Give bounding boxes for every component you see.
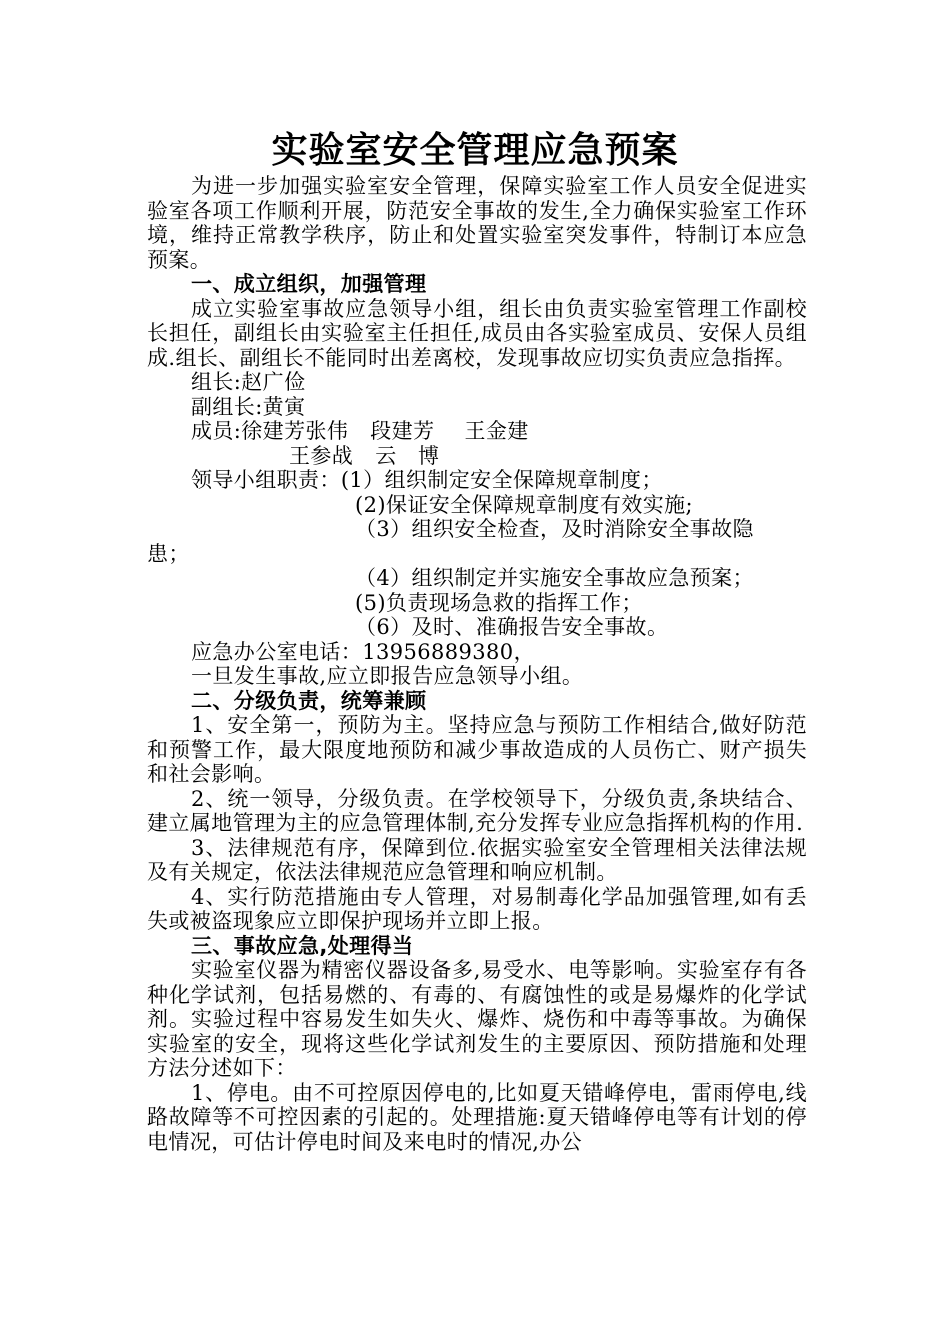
- section-1-paragraph: 成立实验室事故应急领导小组，组长由负责实验室管理工作副校长担任，副组长由实验室主任担任,成员由各实验室成员、安保人员组成.组长、副组长不能同时出差离校，发现事故应切实负责应急指挥。: [147, 296, 807, 370]
- member-name: 云 博: [375, 443, 440, 468]
- document-title: 实验室安全管理应急预案: [271, 130, 679, 171]
- duty-item: （4）组织制定并实施安全事故应急预案；: [355, 566, 754, 590]
- duty-item: (5)负责现场急救的指挥工作；: [355, 590, 643, 615]
- members-row-1: [147, 419, 807, 444]
- section-2-item: 3、法律规范有序，保障到位.依据实验室安全管理相关法律法规及有关规定，依法法律规范应急管理和响应机制。: [147, 835, 807, 884]
- section-3-heading: 三、事故应急,处理得当: [191, 933, 414, 958]
- section-1-heading: 一、成立组织，加强管理: [191, 272, 427, 296]
- member-name: 段建芳: [370, 419, 435, 443]
- emergency-phone: 应急办公室电话：13956889380，: [191, 639, 535, 664]
- duty-item: (2)保证安全保障规章制度有效实施;: [355, 492, 694, 517]
- deputy-leader: 副组长:黄寅: [191, 394, 306, 419]
- members-label: 成员:徐建芳张伟: [191, 419, 349, 443]
- duties-label: 领导小组职责：: [191, 468, 341, 492]
- duty-item: （3）组织安全检查，及时消除安全事故隐: [355, 517, 754, 541]
- section-2-item: 1、安全第一，预防为主。坚持应急与预防工作相结合,做好防范和预警工作，最大限度地预防和减少事故造成的人员伤亡、财产损失和社会影响。: [147, 713, 807, 786]
- duties-row-1: [147, 468, 807, 493]
- duty-item: (1）组织制定安全保障规章制度；: [340, 468, 663, 492]
- duty-item: （6）及时、准确报告安全事故。: [355, 615, 669, 639]
- group-leader: 组长:赵广俭: [191, 370, 306, 394]
- section-2-item: 4、实行防范措施由专人管理，对易制毒化学品加强管理,如有丢失或被盗现象应立即保护现场并立即上报。: [147, 884, 807, 933]
- section-3-item: 1、停电。由不可控原因停电的,比如夏天错峰停电，雷雨停电,线路故障等不可控因素的引起的。处理措施:夏天错峰停电等有计划的停电情况，可估计停电时间及来电时的情况,办公: [147, 1080, 807, 1154]
- member-name: 王金建: [464, 419, 529, 443]
- report-instruction: 一旦发生事故,应立即报告应急领导小组。: [191, 664, 584, 688]
- section-3-paragraph: 实验室仪器为精密仪器设备多,易受水、电等影响。实验室存有各种化学试剂，包括易燃的、有毒的、有腐蚀性的或是易爆炸的化学试剂。实验过程中容易发生如失火、爆炸、烧伤和中毒等事故。为确保实验室的安全，现将这些化学试剂发生的主要原因、预防措施和处理方法分述如下：: [147, 958, 807, 1080]
- member-name: 王参战: [289, 443, 354, 468]
- intro-paragraph: 为进一步加强实验室安全管理，保障实验室工作人员安全促进实验室各项工作顺利开展，防范安全事故的发生,全力确保实验室工作环境，维持正常教学秩序，防止和处置实验室突发事件，特制订本应急预案。: [147, 174, 807, 272]
- section-2-heading: 二、分级负责，统筹兼顾: [191, 688, 427, 713]
- section-2-item: 2、统一领导，分级负责。在学校领导下，分级负责,条块结合、建立属地管理为主的应急管理体制,充分发挥专业应急指挥机构的作用.: [147, 786, 807, 835]
- duty-item-continued: 患；: [147, 541, 190, 566]
- document-body: [147, 174, 807, 1154]
- members-row-2: [147, 444, 807, 469]
